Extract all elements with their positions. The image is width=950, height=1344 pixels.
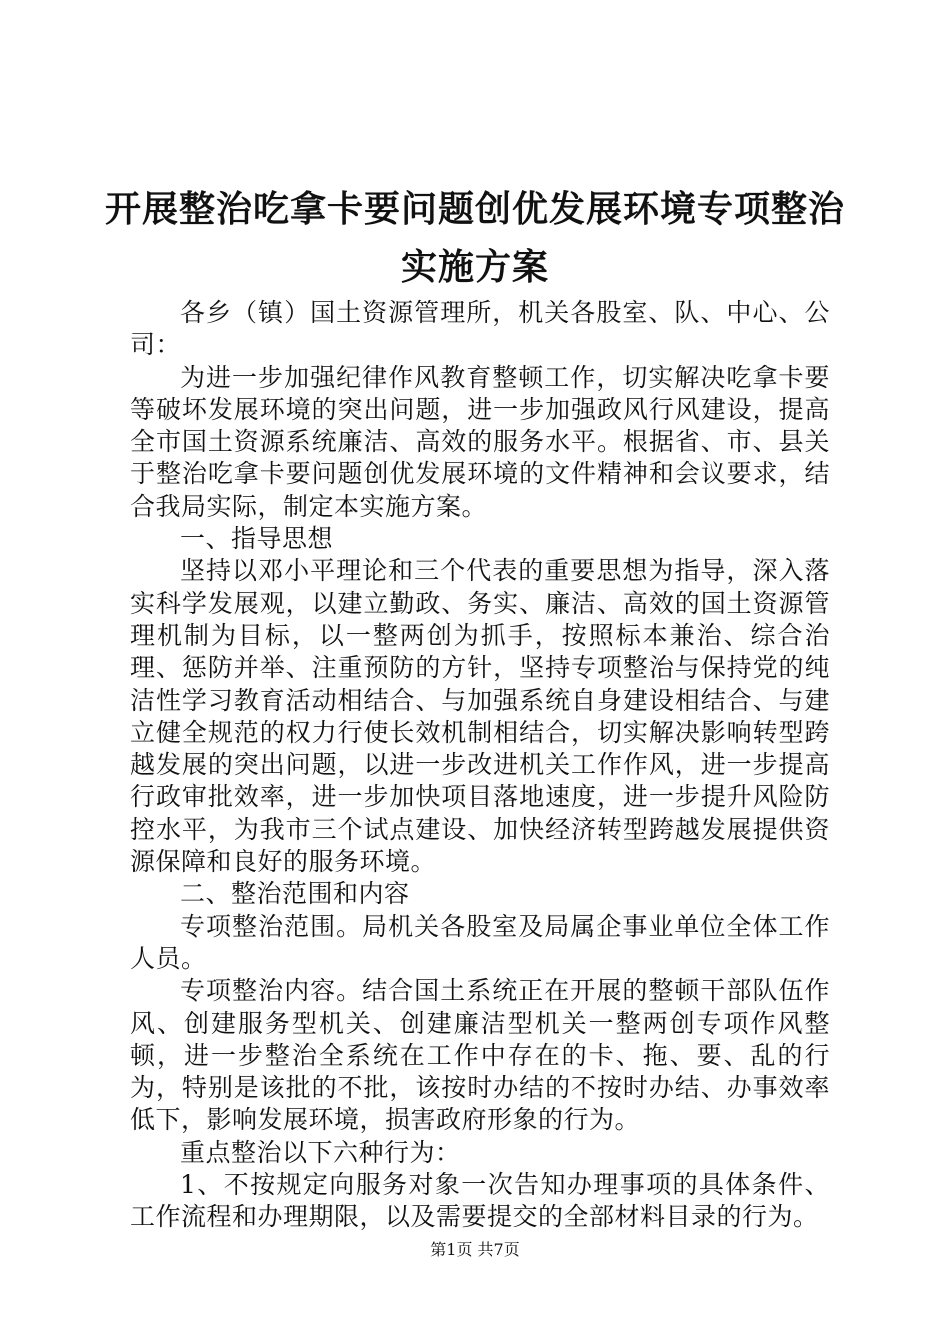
document-body [130, 297, 830, 1234]
content-paragraph: 专项整治内容。结合国土系统正在开展的整顿干部队伍作风、创建服务型机关、创建廉洁型机关一整两创专项作风整顿，进一步整治全系统在工作中存在的卡、拖、要、乱的行为，特别是该批的不批，该按时办结的不按时办结、办事效率低下，影响发展环境，损害政府形象的行为。 [130, 976, 830, 1135]
document-title-line-1: 开展整治吃拿卡要问题创优发展环境专项整治 [104, 189, 845, 230]
page-footer: 第1页 共7页 [430, 1240, 520, 1259]
guiding-principles-paragraph: 坚持以邓小平理论和三个代表的重要思想为指导，深入落实科学发展观，以建立勤政、务实、廉洁、高效的国土资源管理机制为目标，以一整两创为抓手，按照标本兼治、综合治理、惩防并举、注重预防的方针，坚持专项整治与保持党的纯洁性学习教育活动相结合、与加强系统自身建设相结合、与建立健全规范的权力行使长效机制相结合，切实解决影响转型跨越发展的突出问题，以进一步改进机关工作作风，进一步提高行政审批效率，进一步加快项目落地速度，进一步提升风险防控水平，为我市三个试点建设、加快经济转型跨越发展提供资源保障和良好的服务环境。 [130, 556, 830, 877]
scope-paragraph: 专项整治范围。局机关各股室及局属企事业单位全体工作人员。 [130, 911, 830, 973]
document-title-line-2: 实施方案 [400, 247, 549, 288]
section-heading-scope-content: 二、整治范围和内容 [180, 879, 410, 909]
section-heading-guiding-principles: 一、指导思想 [180, 524, 334, 554]
key-behaviors-intro: 重点整治以下六种行为： [180, 1137, 461, 1167]
intro-paragraph: 为进一步加强纪律作风教育整顿工作，切实解决吃拿卡要等破坏发展环境的突出问题，进一步加强政风行风建设，提高全市国土资源系统廉洁、高效的服务水平。根据省、市、县关于整治吃拿卡要问题创优发展环境的文件精神和会议要求，结合我局实际，制定本实施方案。 [130, 362, 830, 521]
behavior-item-1: 1、不按规定向服务对象一次告知办理事项的具体条件、工作流程和办理期限，以及需要提交的全部材料目录的行为。 [130, 1170, 830, 1232]
salutation-paragraph: 各乡（镇）国土资源管理所，机关各股室、队、中心、公司： [130, 298, 830, 360]
